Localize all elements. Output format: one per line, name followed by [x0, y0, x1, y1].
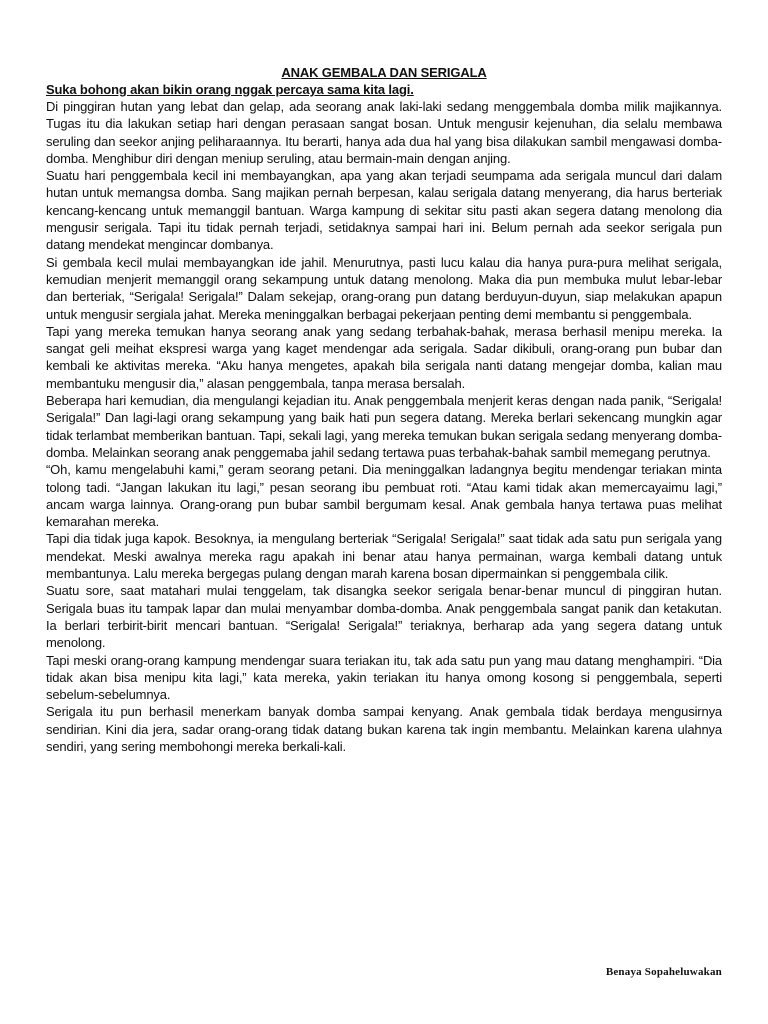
paragraph: Beberapa hari kemudian, dia mengulangi kejadian itu. Anak penggembala menjerit keras dengan nada panik, “Serigala! Serigala!” Dan lagi-lagi orang sekampung yang baik hati pun segera datang. Mereka berlari sekencang mungkin agar tidak terlambat memberikan bantuan. Tapi, sekali lagi, yang mereka temukan bukan serigala sedang menyerang domba-domba. Melainkan seorang anak penggemaba jahil sedang tertawa puas terbahak-bahak sambil memegang perutnya. [46, 393, 722, 460]
document-title: ANAK GEMBALA DAN SERIGALA [281, 65, 487, 80]
author-signature: Benaya Sopaheluwakan [605, 966, 722, 978]
paragraph: Suatu sore, saat matahari mulai tenggelam, tak disangka seekor serigala benar-benar muncul di pinggiran hutan. Serigala buas itu tampak lapar dan mulai menyambar domba-domba. Anak penggembala sangat panik dan ketakutan. Ia berlari terbirit-birit mencari bantuan. “Serigala! Serigala!” teriaknya, berharap ada yang segera datang untuk menolong. [46, 583, 722, 651]
document-subtitle: Suka bohong akan bikin orang nggak percaya sama kita lagi. [46, 82, 414, 97]
paragraph: “Oh, kamu mengelabuhi kami,” geram seorang petani. Dia meninggalkan ladangnya begitu mendengar teriakan minta tolong tadi. “Jangan lakukan itu lagi,” pesan seorang ibu pembuat roti. “Atau kami tidak akan memercayaimu lagi,” ancam warga lainnya. Orang-orang pun bubar sambil bergumam kesal. Anak gembala hanya tertawa puas melihat kemarahan mereka. [46, 462, 722, 530]
paragraph: Suatu hari penggembala kecil ini membayangkan, apa yang akan terjadi seumpama ada serigala muncul dari dalam hutan untuk memangsa domba. Sang majikan pernah berpesan, kalau serigala datang menyerang, dia harus berteriak kencang-kencang untuk memanggil bantuan. Warga kampung di sekitar situ pasti akan segera datang menolong dia mengusir serigala. Tapi itu tidak pernah terjadi, setidaknya sampai hari ini. Belum pernah ada seekor serigala pun datang mendekat mengincar dombanya. [46, 168, 722, 253]
paragraph: Serigala itu pun berhasil menerkam banyak domba sampai kenyang. Anak gembala tidak berdaya mengusirnya sendirian. Kini dia jera, sadar orang-orang tidak datang bukan karena tak ingin membantu. Melainkan karena ulahnya sendiri, yang sering membohongi mereka berkali-kali. [46, 704, 722, 754]
paragraph: Tapi meski orang-orang kampung mendengar suara teriakan itu, tak ada satu pun yang mau datang menghampiri. “Dia tidak akan bisa menipu kita lagi,” kata mereka, yakin teriakan itu hanya omong kosong si penggembala, seperti sebelum-sebelumnya. [46, 652, 722, 703]
document-body [46, 64, 722, 755]
paragraph: Si gembala kecil mulai membayangkan ide jahil. Menurutnya, pasti lucu kalau dia hanya pura-pura melihat serigala, kemudian menjerit memanggil orang sekampung untuk datang menolong. Maka dia pun membuka mulut lebar-lebar dan berteriak, “Serigala! Serigala!” Dalam sekejap, orang-orang pun datang berduyun-duyun, siap melakukan apapun untuk mengusir sergiala jahat. Mereka meninggalkan berbagai pekerjaan penting demi membantu si penggembala. [46, 254, 722, 322]
paragraph: Tapi yang mereka temukan hanya seorang anak yang sedang terbahak-bahak, merasa berhasil menipu mereka. Ia sangat geli meihat ekspresi warga yang kaget mendengar ada serigala. Sadar dikibuli, orang-orang pun bubar dan kembali ke aktivitas mereka. “Aku hanya mengetes, apakah bila serigala nanti datang mengejar domba, kalian mau membantuku mengusir dia,” alasan penggembala, tanpa merasa bersalah. [46, 323, 722, 391]
paragraph: Di pinggiran hutan yang lebat dan gelap, ada seorang anak laki-laki sedang menggembala domba milik majikannya. Tugas itu dia lakukan setiap hari dengan perasaan sangat bosan. Untuk mengusir kejenuhan, dia selalu membawa seruling dan seekor anjing peliharaannya. Itu berarti, hanya ada dua hal yang bisa dilakukan sambil mengawasi domba-domba. Menghibur diri dengan meniup seruling, atau bermain-main dengan anjing. [46, 99, 722, 166]
paragraph: Tapi dia tidak juga kapok. Besoknya, ia mengulang berteriak “Serigala! Serigala!” saat tidak ada satu pun serigala yang mendekat. Meski awalnya mereka ragu apakah ini benar atau hanya permainan, warga kembali datang untuk membantunya. Lalu mereka bergegas pulang dengan marah karena bosan dipermainkan si penggembala cilik. [46, 531, 722, 582]
